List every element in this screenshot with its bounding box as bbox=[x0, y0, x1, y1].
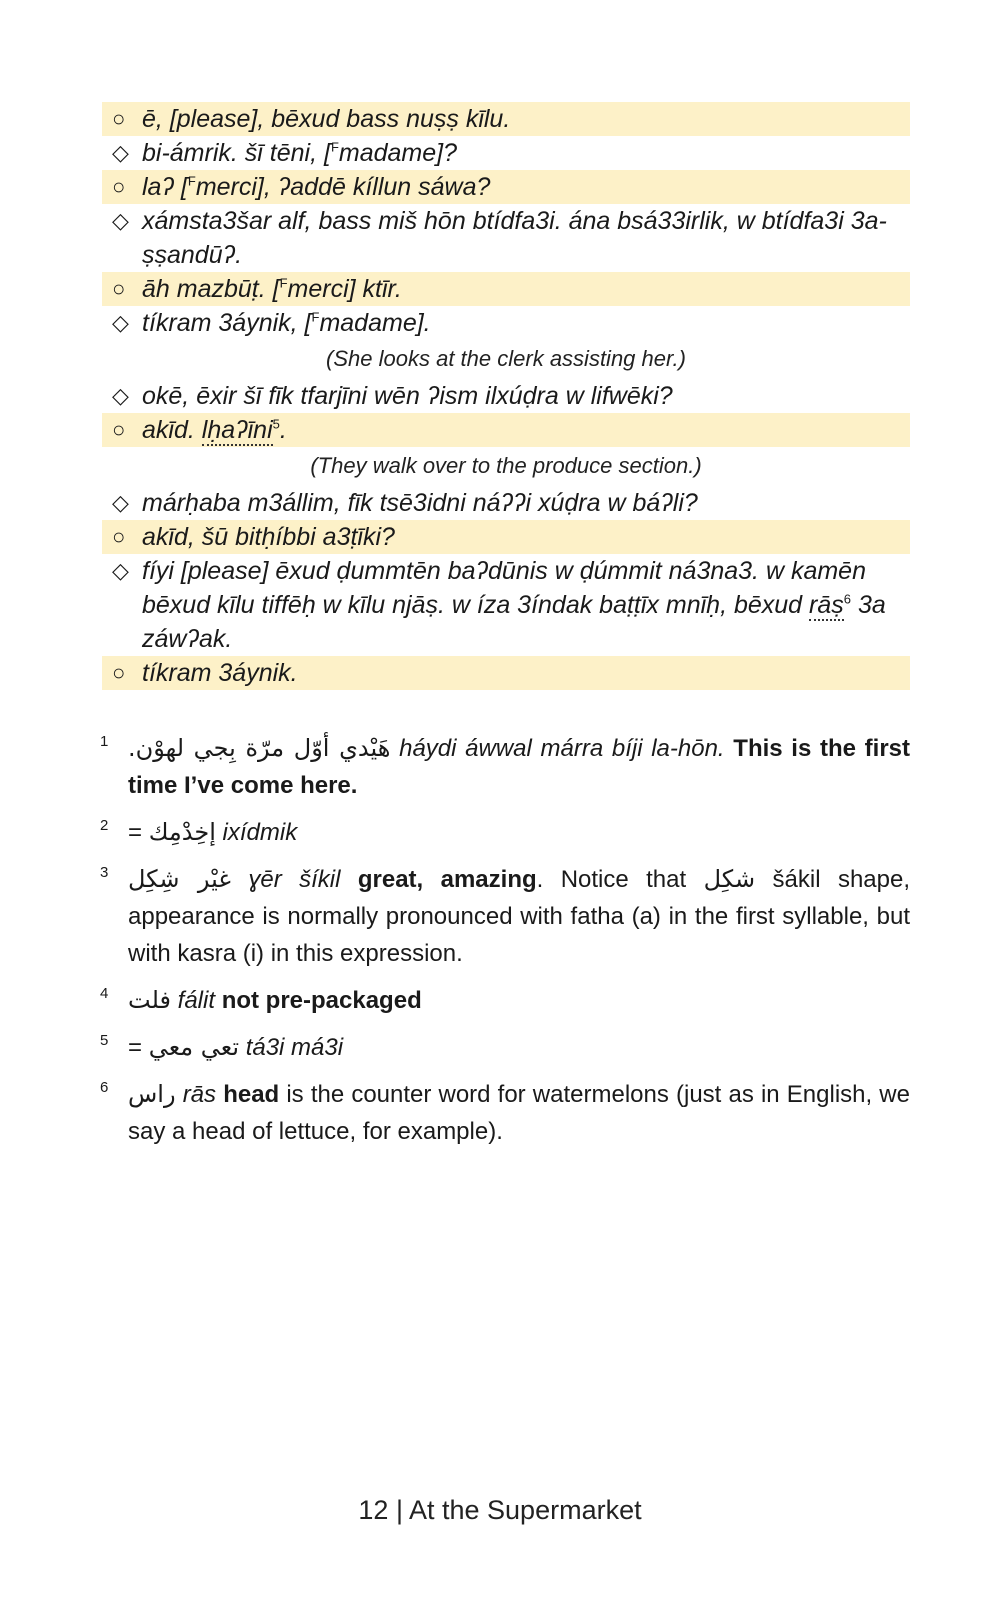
transliteration: rās bbox=[182, 1081, 217, 1108]
transliteration: fálit bbox=[177, 987, 216, 1014]
circle-speaker-icon: ○ bbox=[112, 106, 126, 131]
dialogue-line bbox=[102, 170, 910, 204]
translation: This is the first time I’ve come here. bbox=[128, 735, 911, 799]
diamond-speaker-icon: ◇ bbox=[112, 490, 129, 515]
arabic-text: إخِدْمِك bbox=[148, 818, 216, 846]
footnote-number: 4 bbox=[100, 985, 109, 1002]
footnote-body bbox=[128, 814, 910, 851]
circle-speaker-icon: ○ bbox=[112, 524, 126, 549]
superscript-mark: F bbox=[311, 309, 320, 325]
superscript-mark: F bbox=[279, 275, 288, 291]
transliteration: ixídmik bbox=[222, 819, 298, 846]
footnotes bbox=[100, 730, 910, 1160]
dialogue-text bbox=[142, 413, 900, 447]
arabic-text: فلت bbox=[128, 986, 171, 1014]
circle-speaker-icon: ○ bbox=[112, 174, 126, 199]
dialogue-line bbox=[102, 486, 910, 520]
footnote-number: 5 bbox=[100, 1032, 109, 1049]
diamond-speaker-icon: ◇ bbox=[112, 383, 129, 408]
footnote bbox=[100, 814, 910, 851]
dialogue-text: xámsta3šar alf, bass miš hōn btídfa3i. ána bsá33irlik, w btídfa3i 3a-ṣṣandūʔ. bbox=[142, 207, 887, 269]
footnote bbox=[100, 982, 910, 1019]
dialogue-text bbox=[142, 306, 900, 340]
note-text: . Notice that شكِل šákil shape, appearance is normally pronounced with fatha (a) in the first syllable, but with kasra (i) in this expression. bbox=[128, 866, 910, 967]
page-number: 12 bbox=[358, 1495, 389, 1525]
dialogue-line bbox=[102, 554, 910, 656]
dialogue-block bbox=[102, 102, 910, 690]
dialogue-line bbox=[102, 413, 910, 447]
dialogue-line bbox=[102, 272, 910, 306]
arabic-text: تعي معي bbox=[148, 1033, 240, 1061]
text-segment: akīd. bbox=[142, 416, 202, 444]
glossed-word: rāṣ bbox=[809, 591, 844, 619]
diamond-speaker-icon: ◇ bbox=[112, 310, 129, 335]
arabic-text: راس bbox=[128, 1080, 176, 1108]
footnote-number: 2 bbox=[100, 817, 109, 834]
translation: great, amazing bbox=[357, 866, 537, 893]
text-segment: bi-ámrik. šī tēni, [ bbox=[142, 139, 331, 167]
text-segment: 3a záwʔak. bbox=[142, 591, 886, 653]
dialogue-line bbox=[102, 520, 910, 554]
chapter-title: At the Supermarket bbox=[408, 1495, 642, 1525]
stage-direction: (They walk over to the produce section.) bbox=[310, 453, 702, 478]
dialogue-text: ē, [please], bēxud bass nuṣṣ kīlu. bbox=[142, 105, 511, 133]
transliteration: ɣēr šíkil bbox=[248, 866, 341, 893]
footnote-body bbox=[128, 730, 910, 804]
diamond-speaker-icon: ◇ bbox=[112, 208, 129, 233]
circle-speaker-icon: ○ bbox=[112, 417, 126, 442]
text-segment: madame]? bbox=[338, 139, 458, 167]
dialogue-text: okē, ēxir šī fīk tfarjīni wēn ʔism ilxúḍra w lifwēki? bbox=[142, 382, 673, 410]
text-segment: merci] ktīr. bbox=[287, 275, 402, 303]
footnote-number: 6 bbox=[100, 1079, 109, 1096]
footnote-body bbox=[128, 982, 910, 1019]
text-segment: fíyi [please] ēxud ḍummtēn baʔdūnis w ḍúmmit ná3na3. w kamēn bēxud kīlu tiffēḥ w kīlu njāṣ. w íza 3índak baṭṭīx mnīḥ, bēxud bbox=[142, 557, 866, 619]
arabic-text: هَيْدي أوّل مرّة بِجي لهوْن. bbox=[128, 734, 391, 762]
text-segment: tíkram 3áynik, [ bbox=[142, 309, 312, 337]
footnote bbox=[100, 1029, 910, 1066]
page-footer bbox=[0, 1495, 1000, 1526]
diamond-speaker-icon: ◇ bbox=[112, 140, 129, 165]
translation: not pre-packaged bbox=[221, 987, 422, 1014]
dialogue-text bbox=[142, 272, 900, 306]
footnote bbox=[100, 730, 910, 804]
dialogue-line bbox=[102, 306, 910, 340]
footnote-body bbox=[128, 1076, 910, 1150]
footnote bbox=[100, 861, 910, 972]
transliteration: tá3i má3i bbox=[245, 1034, 344, 1061]
stage-direction: (She looks at the clerk assisting her.) bbox=[326, 346, 686, 371]
text-segment: laʔ [ bbox=[142, 173, 188, 201]
translation: head bbox=[223, 1081, 280, 1108]
text-segment: . bbox=[279, 416, 287, 444]
diamond-speaker-icon: ◇ bbox=[112, 558, 129, 583]
dialogue-text: márḥaba m3állim, fīk tsē3idni náʔʔi xúḍra w báʔli? bbox=[142, 489, 698, 517]
transliteration: háydi áwwal márra bíji la-hōn. bbox=[399, 735, 725, 762]
circle-speaker-icon: ○ bbox=[112, 660, 126, 685]
dialogue-line bbox=[102, 102, 910, 136]
dialogue-line bbox=[102, 136, 910, 170]
dialogue-line bbox=[102, 656, 910, 690]
dialogue-text: tíkram 3áynik. bbox=[142, 659, 298, 687]
text-segment: merci], ʔaddē kíllun sáwa? bbox=[195, 173, 491, 201]
glossed-word: lḥaʔīni bbox=[201, 416, 273, 444]
text-segment: = bbox=[128, 1034, 149, 1061]
footnote-body bbox=[128, 861, 910, 972]
dialogue-line bbox=[102, 204, 910, 272]
dialogue-text: akīd, šū bitḥíbbi a3ṭīki? bbox=[142, 523, 395, 551]
arabic-text: غيْر شِكِل bbox=[128, 865, 231, 893]
dialogue-line bbox=[102, 379, 910, 413]
superscript-mark: 5 bbox=[272, 416, 280, 432]
text-segment: madame]. bbox=[319, 309, 431, 337]
note-text: is the counter word for watermelons (just as in English, we say a head of lettuce, for example). bbox=[128, 1081, 910, 1145]
dialogue-text bbox=[142, 136, 900, 170]
superscript-mark: F bbox=[330, 139, 339, 155]
footnote-body bbox=[128, 1029, 910, 1066]
superscript-mark: 6 bbox=[843, 591, 851, 607]
footnote-number: 3 bbox=[100, 864, 109, 881]
superscript-mark: F bbox=[187, 173, 196, 189]
text-segment: āh mazbūṭ. [ bbox=[142, 275, 280, 303]
dialogue-text bbox=[142, 554, 900, 656]
footer-separator: | bbox=[395, 1495, 403, 1525]
footnote-number: 1 bbox=[100, 733, 109, 750]
text-segment: = bbox=[128, 819, 149, 846]
circle-speaker-icon: ○ bbox=[112, 276, 126, 301]
footnote bbox=[100, 1076, 910, 1150]
dialogue-text bbox=[142, 170, 900, 204]
